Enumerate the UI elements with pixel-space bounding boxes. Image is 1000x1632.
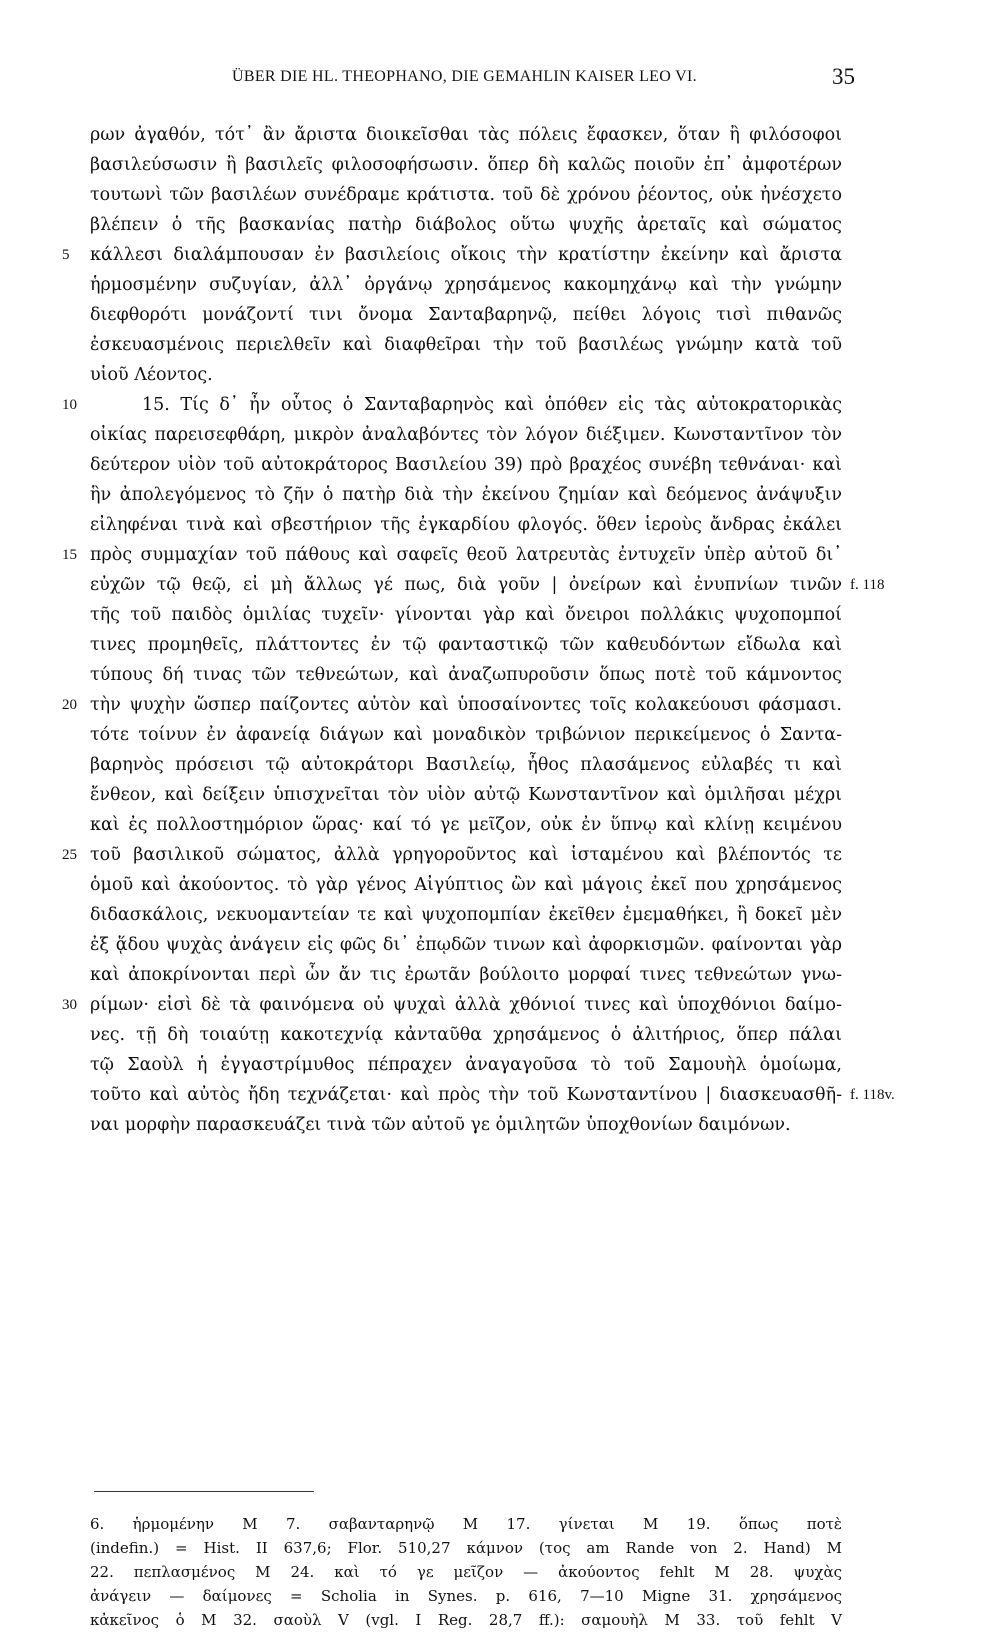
text-line: νες. τῇ δὴ τοιαύτῃ κακοτεχνίᾳ κἀνταῦθα χρησάμενος ὁ ἀλιτήριος, ὅπερ πάλαι xyxy=(90,1025,842,1045)
text-line: βαρηνὸς πρόσεισι τῷ αὐτοκράτορι Βασιλείῳ, ἦθος πλασάμενος εὐλαβές τι καὶ xyxy=(90,755,842,775)
text-line: οἰκίας παρεισεφθάρη, μικρὸν ἀναλαβόντες τὸν λόγον διέξιμεν. Κωνσταντῖνον τὸν xyxy=(90,425,842,445)
apparatus-line: κἀκεῖνος ὁ M 32. σαοὺλ V (vgl. I Reg. 28,7 ff.): σαμουὴλ M 33. τοῦ fehlt V xyxy=(90,1611,842,1629)
text-line: ὁμοῦ καὶ ἀκούοντος. τὸ γὰρ γένος Αἰγύπτιος ὢν καὶ μάγοις ἐκεῖ που χρησάμενος xyxy=(90,875,842,895)
line-number: 20 xyxy=(62,697,77,713)
text-line: τοῦ βασιλικοῦ σώματος, ἀλλὰ γρηγοροῦντος καὶ ἱσταμένου καὶ βλέποντός τε xyxy=(90,845,842,865)
folio-mark: f. 118v. xyxy=(850,1087,895,1103)
line-number: 10 xyxy=(62,397,77,413)
text-line: εἰληφέναι τινὰ καὶ σβεστήριον τῆς ἐγκαρδίου φλογός. ὅθεν ἱεροὺς ἄνδρας ἐκάλει xyxy=(90,515,842,535)
text-line: τὴν ψυχὴν ὥσπερ παίζοντες αὐτὸν καὶ ὑποσαίνοντες τοῖς κολακεύουσι φάσμασι. xyxy=(90,695,842,715)
running-head: ÜBER DIE HL. THEOPHANO, DIE GEMAHLIN KAISER LEO VI. xyxy=(232,68,697,85)
line-number: 5 xyxy=(62,247,70,263)
text-line: βλέπειν ὁ τῆς βασκανίας πατὴρ διάβολος οὕτω ψυχῆς ἀρεταῖς καὶ σώματος xyxy=(90,215,842,235)
line-number: 25 xyxy=(62,847,77,863)
apparatus-line: ἀνάγειν — δαίμονες = Scholia in Synes. p. 616, 7—10 Migne 31. χρησάμενος xyxy=(90,1587,842,1605)
apparatus-line: 6. ἡρμομένην M 7. σαβανταρηνῷ M 17. γίνεται M 19. ὅπως ποτὲ xyxy=(90,1515,842,1533)
page-number: 35 xyxy=(832,64,855,89)
line-number: 30 xyxy=(62,997,77,1013)
footnote-divider xyxy=(94,1491,314,1492)
text-line: ἐσκευασμένοις περιελθεῖν καὶ διαφθεῖραι τὴν τοῦ βασιλέως γνώμην κατὰ τοῦ xyxy=(90,335,842,355)
apparatus-line: 22. πεπλασμένος M 24. καὶ τό γε μεῖζον — ἀκούοντος fehlt M 28. ψυχὰς xyxy=(90,1563,842,1581)
line-number: 15 xyxy=(62,547,77,563)
text-line: πρὸς συμμαχίαν τοῦ πάθους καὶ σαφεῖς θεοῦ λατρευτὰς ἐντυχεῖν ὑπὲρ αὐτοῦ δι᾽ xyxy=(90,545,842,565)
text-line: τουτωνὶ τῶν βασιλέων συνέδραμε κράτιστα. τοῦ δὲ χρόνου ῥέοντος, οὐκ ἠνέσχετο xyxy=(90,185,842,205)
paragraph-start-line: 15. Τίς δ᾽ ἦν οὗτος ὁ Σανταβαρηνὸς καὶ ὁπόθεν εἰς τὰς αὐτοκρατορικὰς xyxy=(142,395,842,415)
text-line: διδασκάλοις, νεκυομαντείαν τε καὶ ψυχοπομπίαν ἐκεῖθεν ἐμεμαθήκει, ἢ δοκεῖ μὲν xyxy=(90,905,842,925)
text-line: καὶ ἐς πολλοστημόριον ὥρας· καί τό γε μεῖζον, οὐκ ἐν ὕπνῳ καὶ κλίνῃ κειμένου xyxy=(90,815,842,835)
text-line: τινες προμηθεῖς, πλάττοντες ἐν τῷ φανταστικῷ τῶν καθευδόντων εἴδωλα καὶ xyxy=(90,635,842,655)
text-line: βασιλεύσωσιν ἢ βασιλεῖς φιλοσοφήσωσιν. ὅπερ δὴ καλῶς ποιοῦν ἐπ᾽ ἀμφοτέρων xyxy=(90,155,842,175)
text-line: υἱοῦ Λέοντος. xyxy=(90,365,213,385)
text-line: ρων ἀγαθόν, τότ᾽ ἂν ἄριστα διοικεῖσθαι τὰς πόλεις ἔφασκεν, ὅταν ἢ φιλόσοφοι xyxy=(90,125,842,145)
text-line: τοῦτο καὶ αὐτὸς ἤδη τεχνάζεται· καὶ πρὸς τὴν τοῦ Κωνσταντίνου | διασκευασθῆ- xyxy=(90,1085,842,1105)
apparatus-line: (indefin.) = Hist. II 637,6; Flor. 510,27 κάμνον (τος am Rande von 2. Hand) M xyxy=(90,1539,842,1557)
text-line: τῆς τοῦ παιδὸς ὁμιλίας τυχεῖν· γίνονται γὰρ καὶ ὄνειροι πολλάκις ψυχοπομποί xyxy=(90,605,842,625)
text-line: τύπους δή τινας τῶν τεθνεώτων, καὶ ἀναζωπυροῦσιν ὅπως ποτὲ τοῦ κάμνοντος xyxy=(90,665,842,685)
text-line: ἣν ἀπολεγόμενος τὸ ζῆν ὁ πατὴρ διὰ τὴν ἐκείνου ζημίαν καὶ δεόμενος ἀνάψυξιν xyxy=(90,485,842,505)
text-line: τότε τοίνυν ἐν ἀφανείᾳ διάγων καὶ μοναδικὸν τριβώνιον περικείμενος ὁ Σαντα- xyxy=(90,725,842,745)
text-line: διεφθορότι μονάζοντί τινι ὄνομα Σανταβαρηνῷ, πείθει λόγοις τισὶ πιθανῶς xyxy=(90,305,842,325)
text-line: ἔνθεον, καὶ δείξειν ὑπισχνεῖται τὸν υἱὸν αὐτῷ Κωνσταντῖνον καὶ ὁμιλῆσαι μέχρι xyxy=(90,785,842,805)
text-line: ρίμων· εἰσὶ δὲ τὰ φαινόμενα οὐ ψυχαὶ ἀλλὰ χθόνιοί τινες καὶ ὑποχθόνιοι δαίμο- xyxy=(90,995,842,1015)
text-line: ἐξ ᾅδου ψυχὰς ἀνάγειν εἰς φῶς δι᾽ ἐπῳδῶν τινων καὶ ἀφορκισμῶν. φαίνονται γὰρ xyxy=(90,935,842,955)
page-header xyxy=(0,64,1000,98)
text-line: ἡρμοσμένην συζυγίαν, ἀλλ᾽ ὀργάνῳ χρησάμενος κακομηχάνῳ καὶ τὴν γνώμην xyxy=(90,275,842,295)
text-line: εὐχῶν τῷ θεῷ, εἰ μὴ ἄλλως γέ πως, διὰ γοῦν | ὀνείρων καὶ ἐνυπνίων τινῶν xyxy=(90,575,842,595)
text-line: κάλλεσι διαλάμπουσαν ἐν βασιλείοις οἴκοις τὴν κρατίστην ἐκείνην καὶ ἄριστα xyxy=(90,245,842,265)
text-line: καὶ ἀποκρίνονται περὶ ὧν ἄν τις ἐρωτᾶν βούλοιτο μορφαί τινες τεθνεώτων γνω- xyxy=(90,965,842,985)
folio-mark: f. 118 xyxy=(850,577,885,593)
text-line: δεύτερον υἱὸν τοῦ αὐτοκράτορος Βασιλείου 39) πρὸ βραχέος συνέβη τεθνάναι· καὶ xyxy=(90,455,842,475)
text-line: ναι μορφὴν παρασκευάζει τινὰ τῶν αὐτοῦ γε ὁμιλητῶν ὑποχθονίων δαιμόνων. xyxy=(90,1115,791,1135)
text-line: τῷ Σαοὺλ ἡ ἐγγαστρίμυθος πέπραχεν ἀναγαγοῦσα τὸ τοῦ Σαμουὴλ ὁμοίωμα, xyxy=(90,1055,842,1075)
